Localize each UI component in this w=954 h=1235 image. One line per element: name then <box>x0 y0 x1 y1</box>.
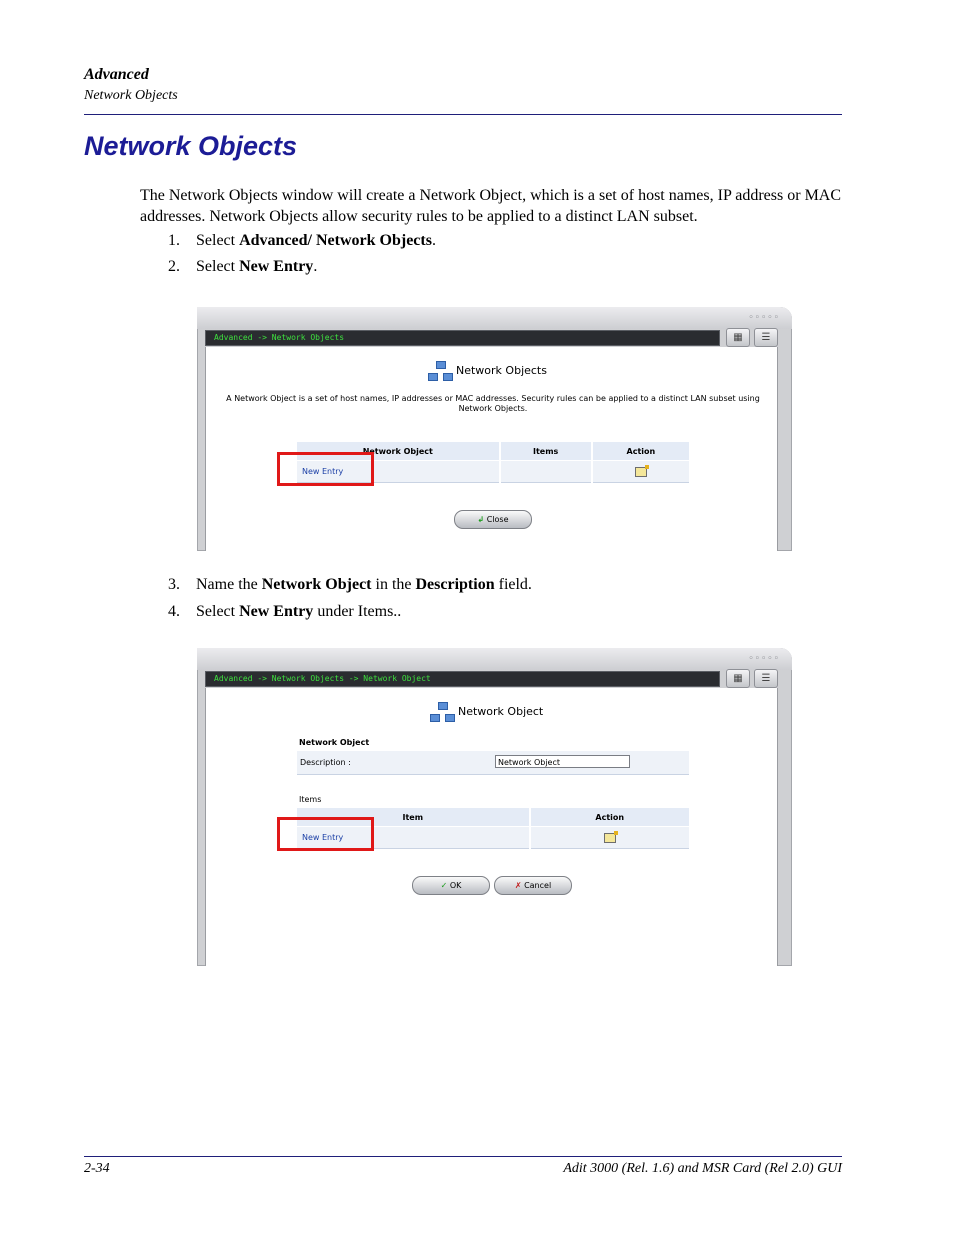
description-row <box>297 751 689 775</box>
network-icon <box>430 702 454 722</box>
window-title: Network Object <box>430 702 543 722</box>
new-entry-link[interactable]: New Entry <box>302 467 344 476</box>
step-1: 1. Select Advanced/ Network Objects. <box>168 232 436 249</box>
description-label: Description : <box>300 758 351 767</box>
screenshot-network-objects <box>197 307 792 551</box>
document-title: Adit 3000 (Rel. 1.6) and MSR Card (Rel 2.0) GUI <box>563 1161 842 1176</box>
new-entry-link[interactable]: New Entry <box>302 833 344 842</box>
window-top-strip <box>197 307 792 329</box>
step-3: 3. Name the Network Object in the Description field. <box>168 576 532 593</box>
step-4: 4. Select New Entry under Items.. <box>168 603 402 620</box>
ok-button[interactable]: ✓ OK <box>412 876 490 895</box>
window-content <box>205 347 778 551</box>
col-action: Action <box>530 808 690 827</box>
col-action: Action <box>592 442 690 461</box>
add-entry-icon[interactable] <box>604 833 616 843</box>
list-icon[interactable]: ☰ <box>754 328 778 347</box>
col-network-object: Network Object <box>297 442 500 461</box>
window-title: Network Objects <box>428 361 547 381</box>
cancel-button[interactable]: ✗ Cancel <box>494 876 572 895</box>
page-title: Network Objects <box>84 131 298 161</box>
footer-rule <box>84 1156 842 1157</box>
window-grip-icon: ◦◦◦◦◦ <box>748 313 780 323</box>
window-description: A Network Object is a set of host names, IP addresses or MAC addresses. Security rules can be applied to a distinct LAN subset using Network Objects. <box>226 394 760 413</box>
intro-paragraph: The Network Objects window will create a Network Object, which is a set of host names, IP address or MAC addresses. Network Objects allow security rules to be applied to a distinct LAN subset. <box>140 187 842 225</box>
header-rule <box>84 114 842 115</box>
screenshot-network-object <box>197 648 792 966</box>
header-section: Advanced <box>84 66 149 83</box>
highlight-box <box>277 817 374 851</box>
page-number: 2-34 <box>84 1161 110 1176</box>
window-top-strip <box>197 648 792 670</box>
col-item: Item <box>297 808 530 827</box>
breadcrumb: Advanced -> Network Objects <box>205 330 720 346</box>
items-section-label: Items <box>299 795 322 804</box>
breadcrumb: Advanced -> Network Objects -> Network Object <box>205 671 720 687</box>
step-2: 2. Select New Entry. <box>168 258 318 275</box>
network-icon <box>428 361 452 381</box>
header-subsection: Network Objects <box>84 88 178 103</box>
sitemap-icon[interactable]: ▦ <box>726 328 750 347</box>
description-input[interactable]: Network Object <box>495 755 630 768</box>
close-button[interactable]: ↲ Close <box>454 510 532 529</box>
list-icon[interactable]: ☰ <box>754 669 778 688</box>
col-items: Items <box>500 442 592 461</box>
sitemap-icon[interactable]: ▦ <box>726 669 750 688</box>
network-object-section-label: Network Object <box>299 738 370 747</box>
highlight-box <box>277 452 374 486</box>
add-entry-icon[interactable] <box>635 467 647 477</box>
window-grip-icon: ◦◦◦◦◦ <box>748 654 780 664</box>
